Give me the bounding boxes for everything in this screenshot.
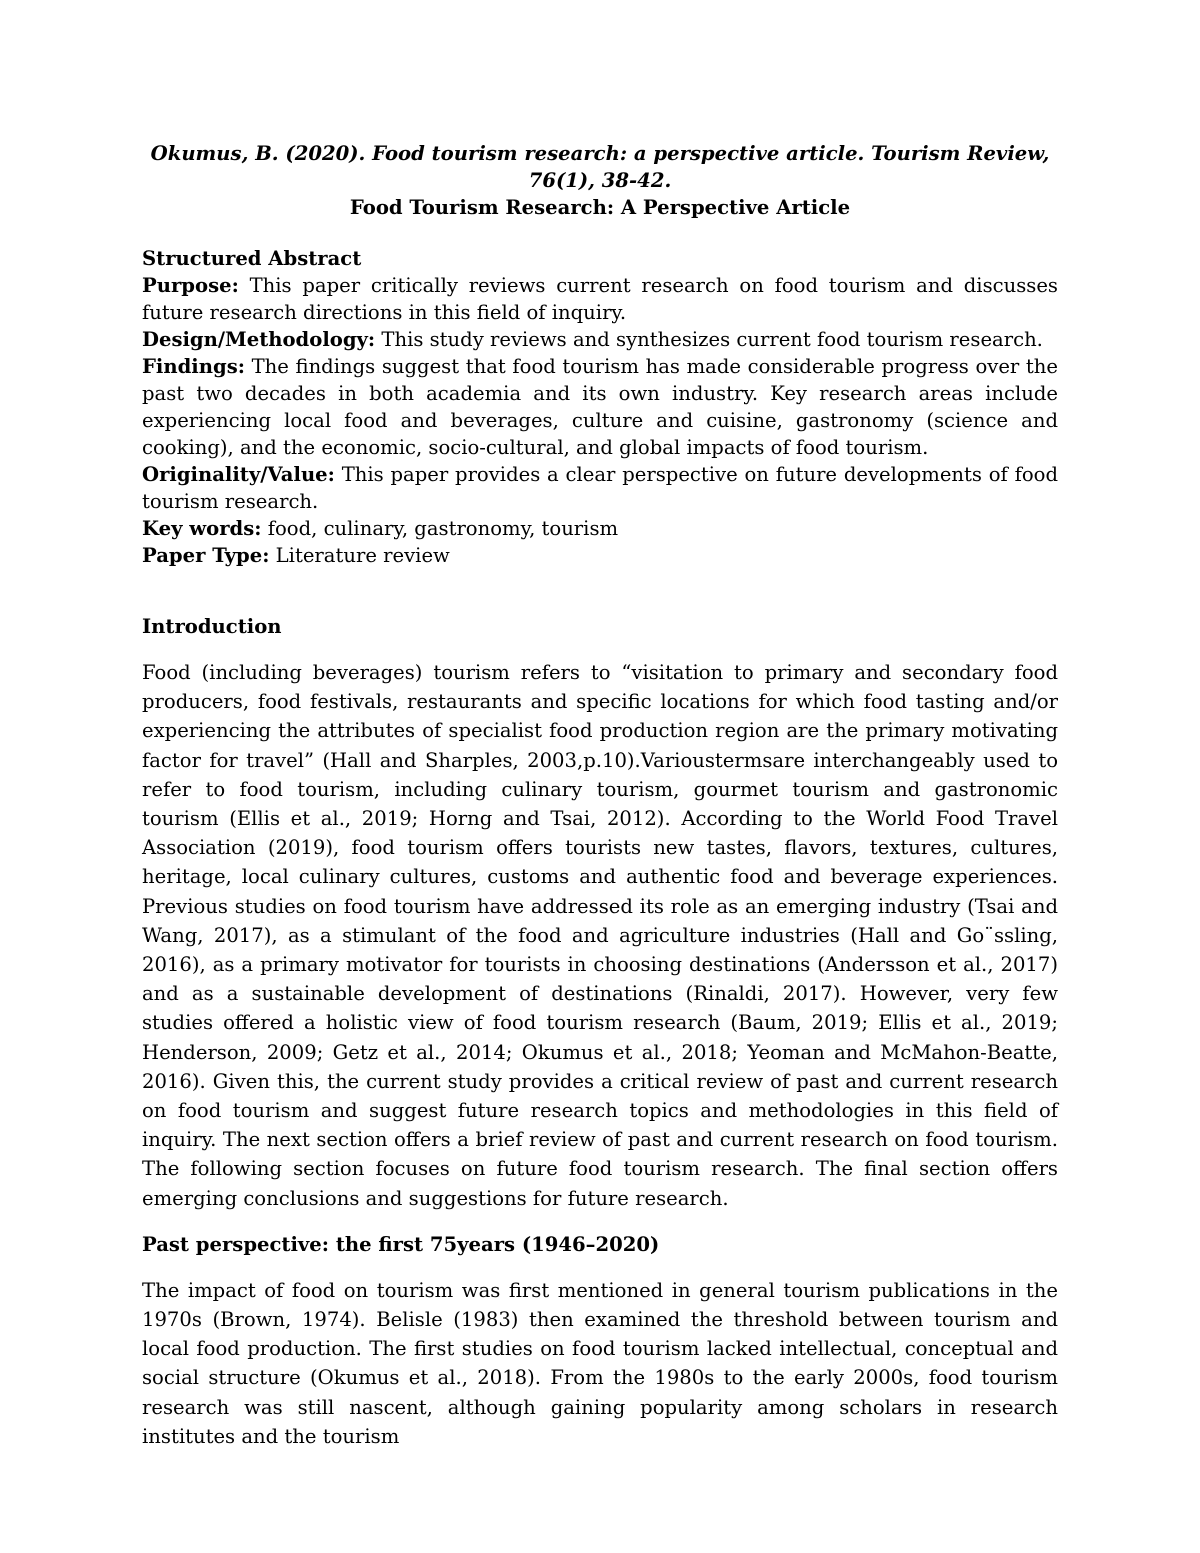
document-body [142,140,1058,1451]
abstract-paper-type-label: Paper Type: [142,544,270,567]
abstract-originality-label: Originality/Value: [142,463,335,486]
abstract-originality [142,461,1058,515]
abstract-purpose [142,272,1058,326]
past-perspective-heading: Past perspective: the first 75years (1946–2020) [142,1232,660,1256]
abstract-originality-text: This paper provides a clear perspective on future developments of food tourism research. [142,463,1058,513]
abstract-findings [142,353,1058,461]
abstract-design-text: This study reviews and synthesizes current food tourism research. [375,328,1043,351]
abstract-heading: Structured Abstract [142,247,362,270]
abstract-purpose-label: Purpose: [142,274,239,297]
citation: Okumus, B. (2020). Food tourism research: a perspective article. Tourism Review, 76(1), 38-42. [150,142,1050,192]
abstract-design [142,326,1058,353]
abstract-purpose-text: This paper critically reviews current research on food tourism and discusses future research directions in this field of inquiry. [142,274,1058,324]
introduction-heading: Introduction [142,615,282,638]
abstract-design-label: Design/Methodology: [142,328,376,351]
abstract-keywords-label: Key words: [142,517,262,540]
paper-title: Food Tourism Research: A Perspective Article [349,196,851,219]
abstract-findings-label: Findings: [142,355,245,378]
abstract-paper-type [142,542,1058,569]
abstract-findings-text: The findings suggest that food tourism has made considerable progress over the past two decades in both academia and its own industry. Key research areas include experiencing local food and beverages, culture and cuisine, gastronomy (science and cooking), and the economic, socio-cultural, and global impacts of food tourism. [142,355,1058,459]
abstract-keywords [142,515,1058,542]
abstract-keywords-text: food, culinary, gastronomy, tourism [261,517,619,540]
abstract-paper-type-text: Literature review [269,544,450,567]
introduction-paragraph: Food (including beverages) tourism refers to “visitation to primary and secondary food producers, food festivals, restaurants and specific locations for which food tasting and/or experiencing the attributes of specialist food production region are the primary motivating factor for travel” (Hall and Sharples, 2003,p.10).Varioustermsare interchangeably used to refer to food tourism, including culinary tourism, gourmet tourism and gastronomic tourism (Ellis et al., 2019; Horng and Tsai, 2012). According to the World Food Travel Association (2019), food tourism offers tourists new tastes, flavors, textures, cultures, heritage, local culinary cultures, customs and authentic food and beverage experiences. Previous studies on food tourism have addressed its role as an emerging industry (Tsai and Wang, 2017), as a stimulant of the food and agriculture industries (Hall and Go¨ssling, 2016), as a primary motivator for tourists in choosing destinations (Andersson et al., 2017) and as a sustainable development of destinations (Rinaldi, 2017). However, very few studies offered a holistic view of food tourism research (Baum, 2019; Ellis et al., 2019; Henderson, 2009; Getz et al., 2014; Okumus et al., 2018; Yeoman and McMahon-Beatte, 2016). Given this, the current study provides a critical review of past and current research on food tourism and suggest future research topics and methodologies in this field of inquiry. The next section offers a brief review of past and current research on food tourism. The following section focuses on future food tourism research. The final section offers emerging conclusions and suggestions for future research. [142,661,1058,1210]
past-perspective-paragraph: The impact of food on tourism was first mentioned in general tourism publications in the 1970s (Brown, 1974). Belisle (1983) then examined the threshold between tourism and local food production. The first studies on food tourism lacked intellectual, conceptual and social structure (Okumus et al., 2018). From the 1980s to the early 2000s, food tourism research was still nascent, although gaining popularity among scholars in research institutes and the tourism [142,1278,1058,1448]
